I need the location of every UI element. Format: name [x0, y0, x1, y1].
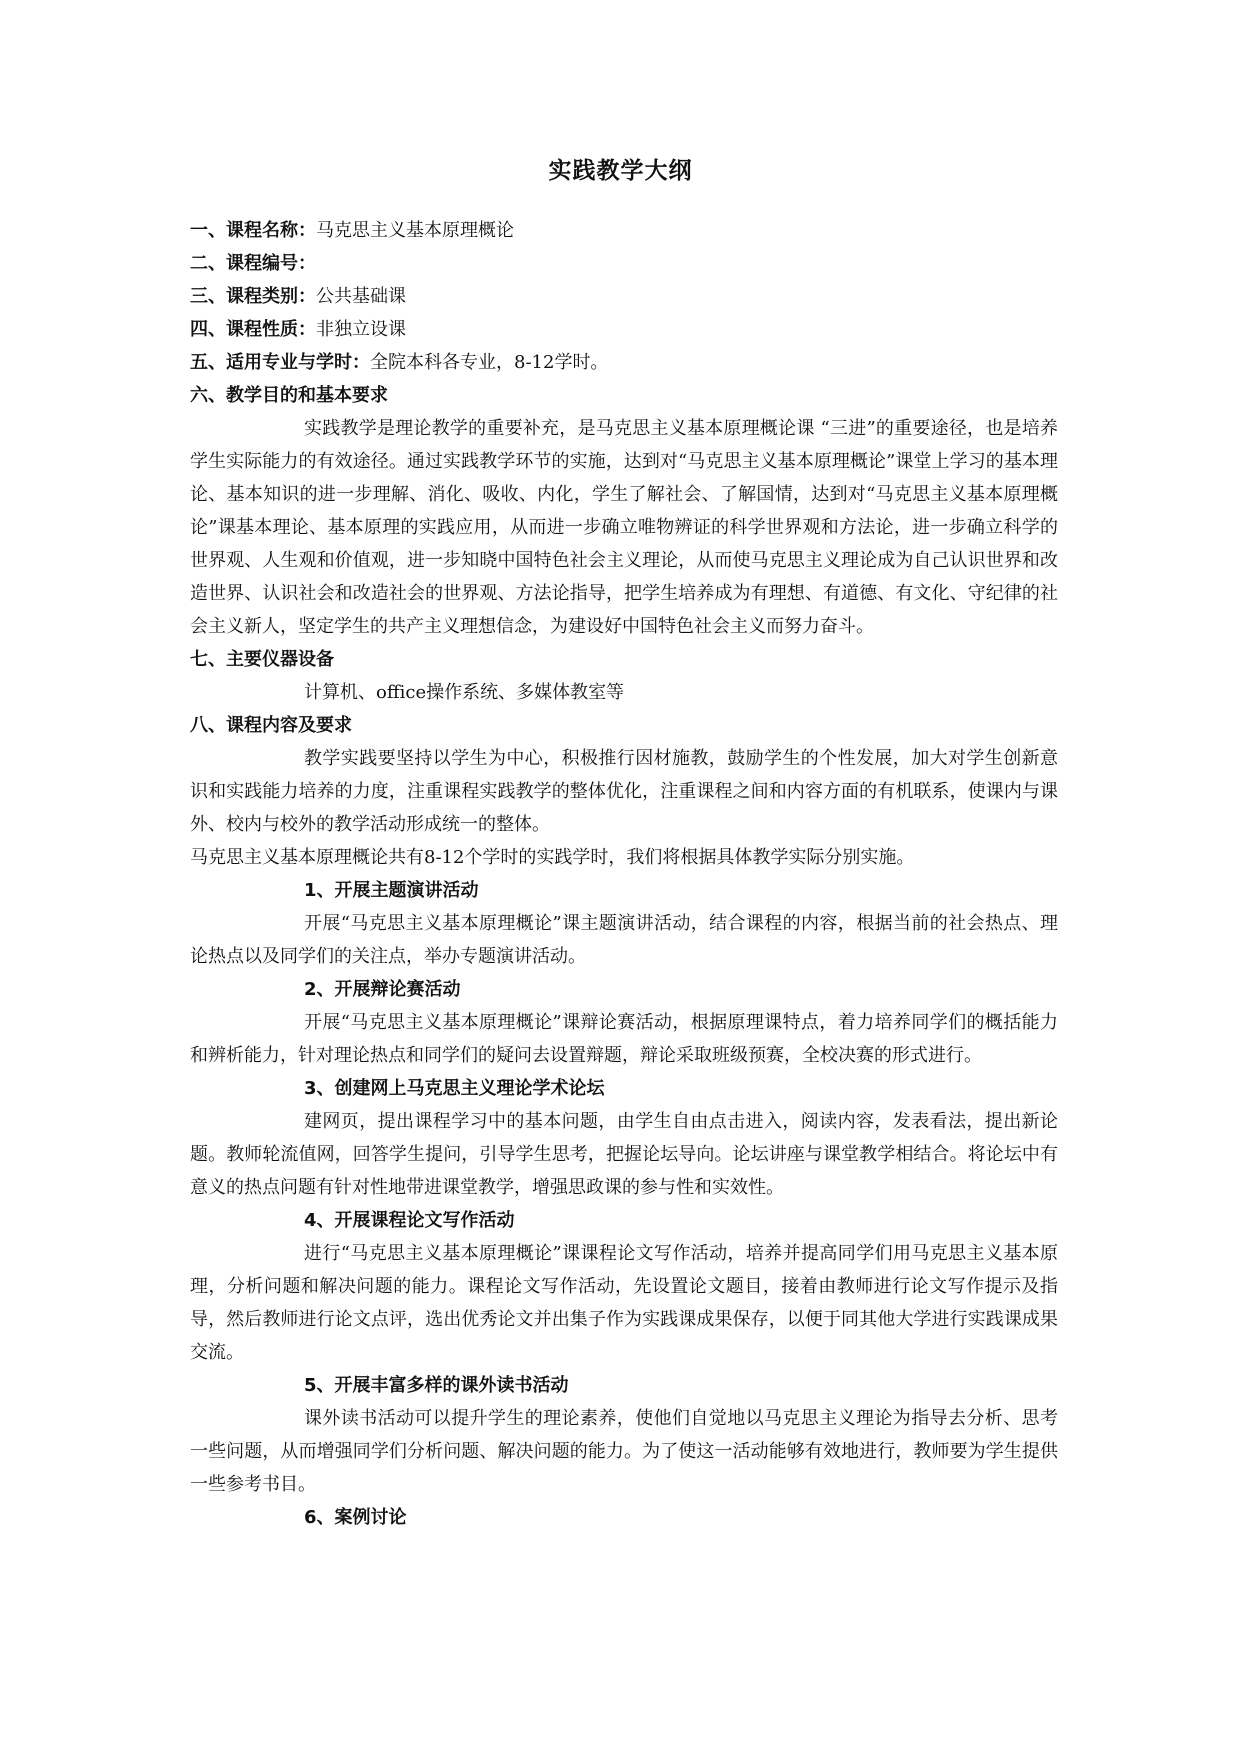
field-label: 二、课程编号：	[190, 253, 316, 274]
field-value: 马克思主义基本原理概论	[316, 220, 514, 241]
section-heading-goals: 六、教学目的和基本要求	[190, 385, 388, 406]
field-value: 公共基础课	[316, 286, 406, 307]
activity-heading-3: 3、创建网上马克思主义理论学术论坛	[304, 1078, 605, 1099]
field-course-name	[190, 214, 1058, 247]
section-intro-content: 教学实践要坚持以学生为中心，积极推行因材施教，鼓励学生的个性发展，加大对学生创新意识和实践能力培养的力度，注重课程实践教学的整体优化，注重课程之间和内容方面的有机联系，使课内与课外、校内与校外的教学活动形成统一的整体。	[190, 748, 1058, 835]
field-value: 全院本科各专业，8-12学时。	[370, 352, 609, 373]
field-label: 四、课程性质：	[190, 319, 316, 340]
field-label: 五、适用专业与学时：	[190, 352, 370, 373]
field-majors-hours	[190, 346, 1058, 379]
activity-heading-5: 5、开展丰富多样的课外读书活动	[304, 1375, 569, 1396]
activity-body-3: 建网页，提出课程学习中的基本问题，由学生自由点击进入，阅读内容，发表看法，提出新论题。教师轮流值网，回答学生提问，引导学生思考，把握论坛导向。论坛讲座与课堂教学相结合。将论坛中有意义的热点问题有针对性地带进课堂教学，增强思政课的参与性和实效性。	[190, 1111, 1058, 1198]
activity-body-2: 开展“马克思主义基本原理概论”课辩论赛活动，根据原理课特点，着力培养同学们的概括能力和辨析能力，针对理论热点和同学们的疑问去设置辩题，辩论采取班级预赛，全校决赛的形式进行。	[190, 1012, 1058, 1066]
activity-body-1: 开展“马克思主义基本原理概论”课主题演讲活动，结合课程的内容，根据当前的社会热点、理论热点以及同学们的关注点，举办专题演讲活动。	[190, 913, 1058, 967]
activity-heading-2: 2、开展辩论赛活动	[304, 979, 461, 1000]
document-body	[190, 214, 1058, 1534]
activity-heading-4: 4、开展课程论文写作活动	[304, 1210, 515, 1231]
activity-heading-1: 1、开展主题演讲活动	[304, 880, 479, 901]
section-heading-equipment: 七、主要仪器设备	[190, 649, 334, 670]
field-course-nature	[190, 313, 1058, 346]
document-title: 实践教学大纲	[548, 158, 693, 184]
activity-body-4: 进行“马克思主义基本原理概论”课课程论文写作活动，培养并提高同学们用马克思主义基本原理，分析问题和解决问题的能力。课程论文写作活动，先设置论文题目，接着由教师进行论文写作提示及指导，然后教师进行论文点评，选出优秀论文并出集子作为实践课成果保存，以便于同其他大学进行实践课成果交流。	[190, 1243, 1058, 1363]
activity-body-5: 课外读书活动可以提升学生的理论素养，使他们自觉地以马克思主义理论为指导去分析、思考一些问题，从而增强同学们分析问题、解决问题的能力。为了使这一活动能够有效地进行，教师要为学生提供一些参考书目。	[190, 1408, 1058, 1495]
activity-heading-6: 6、案例讨论	[304, 1507, 407, 1528]
section-summary-content: 马克思主义基本原理概论共有8-12个学时的实践学时，我们将根据具体教学实际分别实施。	[190, 847, 915, 868]
field-course-category	[190, 280, 1058, 313]
field-label: 一、课程名称：	[190, 220, 316, 241]
field-value: 非独立设课	[316, 319, 406, 340]
section-body-goals: 实践教学是理论教学的重要补充，是马克思主义基本原理概论课 “三进”的重要途径，也是培养学生实际能力的有效途径。通过实践教学环节的实施，达到对“马克思主义基本原理概论”课堂上学习的基本理论、基本知识的进一步理解、消化、吸收、内化，学生了解社会、了解国情，达到对“马克思主义基本原理概论”课基本理论、基本原理的实践应用，从而进一步确立唯物辨证的科学世界观和方法论，进一步确立科学的世界观、人生观和价值观，进一步知晓中国特色社会主义理论，从而使马克思主义理论成为自己认识世界和改造世界、认识社会和改造社会的世界观、方法论指导，把学生培养成为有理想、有道德、有文化、守纪律的社会主义新人，坚定学生的共产主义理想信念，为建设好中国特色社会主义而努力奋斗。	[190, 418, 1058, 637]
section-body-equipment: 计算机、office操作系统、多媒体教室等	[304, 682, 625, 703]
field-label: 三、课程类别：	[190, 286, 316, 307]
field-course-code	[190, 247, 1058, 280]
section-heading-content: 八、课程内容及要求	[190, 715, 352, 736]
